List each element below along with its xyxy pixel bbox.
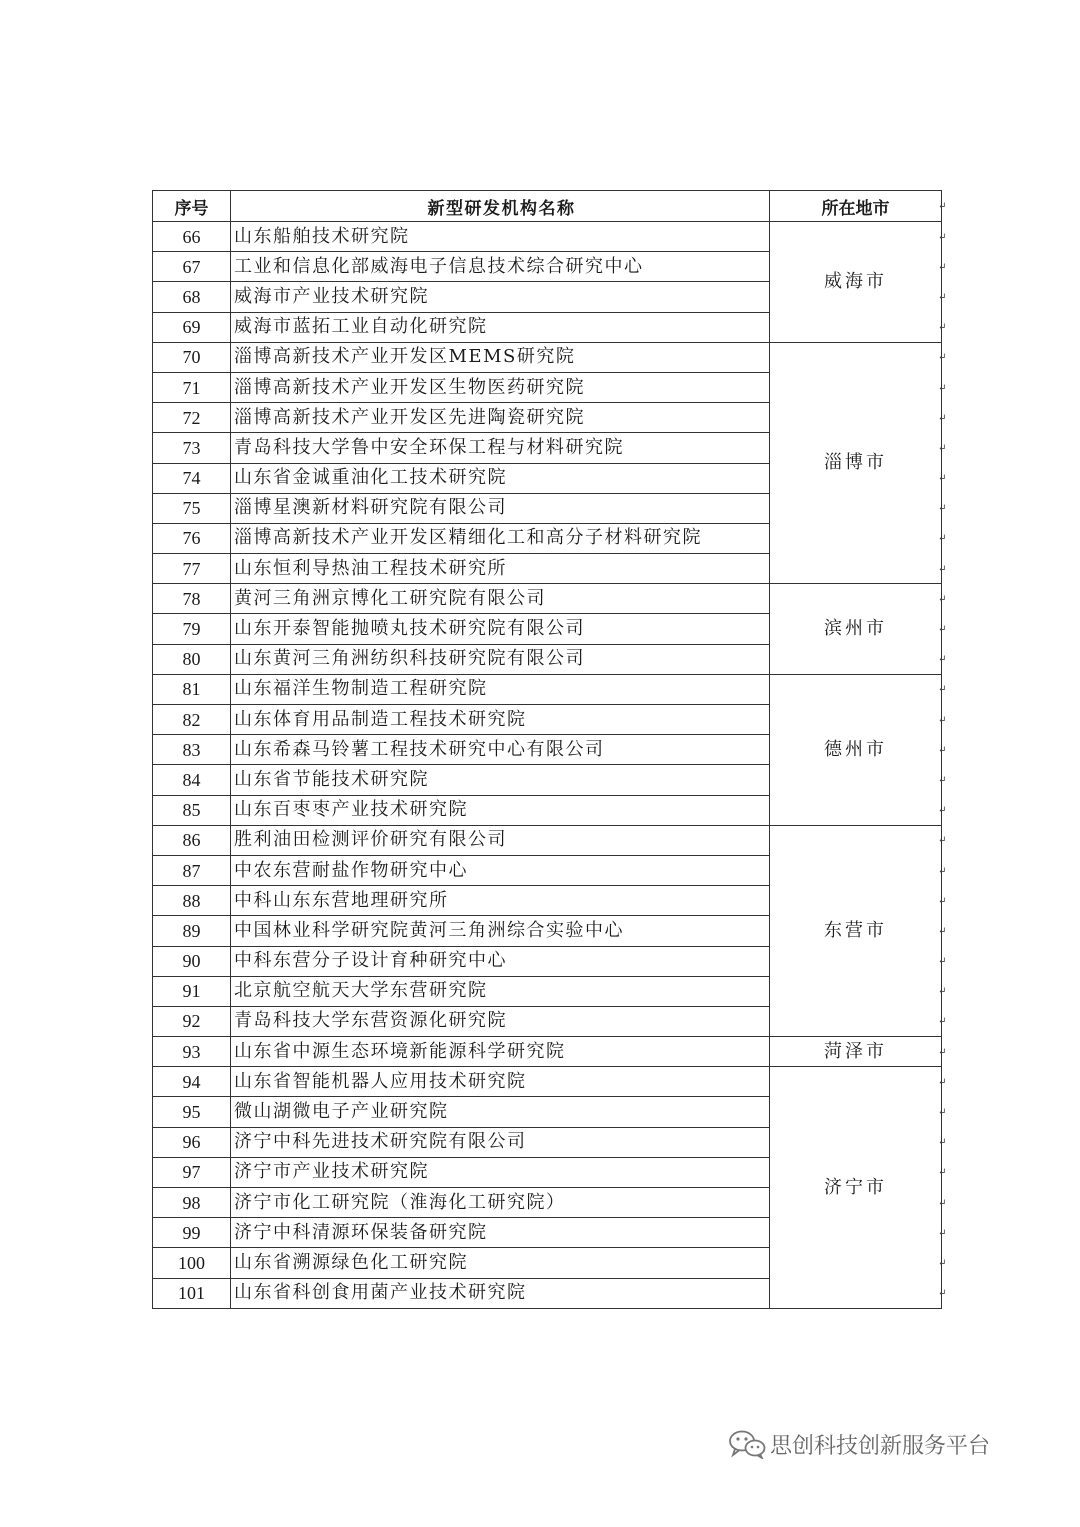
watermark-text: 思创科技创新服务平台 xyxy=(770,1433,991,1459)
row-name: 山东体育用品制造工程技术研究院 xyxy=(231,705,770,735)
row-name: 山东恒利导热油工程技术研究所 xyxy=(231,554,770,584)
paragraph-mark: ↵ xyxy=(938,1016,947,1028)
row-name: 济宁市化工研究院（淮海化工研究院） xyxy=(231,1188,770,1218)
row-name: 山东开泰智能抛喷丸技术研究院有限公司 xyxy=(231,614,770,644)
paragraph-mark: ↵ xyxy=(938,1257,947,1269)
paragraph-mark: ↵ xyxy=(938,1227,947,1239)
row-seq: 85 xyxy=(153,795,231,825)
row-name: 山东福洋生物制造工程研究院 xyxy=(231,674,770,704)
row-seq: 83 xyxy=(153,735,231,765)
row-seq: 81 xyxy=(153,674,231,704)
paragraph-mark: ↵ xyxy=(938,322,947,334)
row-name: 山东省科创食用菌产业技术研究院 xyxy=(231,1278,770,1308)
row-name: 山东黄河三角洲纺织科技研究院有限公司 xyxy=(231,644,770,674)
table-row xyxy=(153,342,942,372)
paragraph-mark: ↵ xyxy=(938,1197,947,1209)
row-seq: 67 xyxy=(153,252,231,282)
row-name: 中农东营耐盐作物研究中心 xyxy=(231,855,770,885)
row-name: 山东省智能机器人应用技术研究院 xyxy=(231,1067,770,1097)
paragraph-mark: ↵ xyxy=(938,895,947,907)
row-seq: 91 xyxy=(153,976,231,1006)
row-seq: 82 xyxy=(153,705,231,735)
paragraph-mark: ↵ xyxy=(938,1288,947,1300)
row-name: 山东省中源生态环境新能源科学研究院 xyxy=(231,1037,770,1067)
wechat-icon xyxy=(728,1429,766,1459)
row-seq: 68 xyxy=(153,282,231,312)
row-seq: 98 xyxy=(153,1188,231,1218)
table-row xyxy=(153,825,942,855)
row-seq: 80 xyxy=(153,644,231,674)
row-seq: 97 xyxy=(153,1157,231,1187)
row-name: 北京航空航天大学东营研究院 xyxy=(231,976,770,1006)
paragraph-mark: ↵ xyxy=(938,201,947,212)
group-city: 济宁市 xyxy=(770,1067,942,1309)
group-city: 淄博市 xyxy=(770,342,942,584)
row-seq: 76 xyxy=(153,523,231,553)
row-name: 中国林业科学研究院黄河三角洲综合实验中心 xyxy=(231,916,770,946)
row-name: 济宁中科先进技术研究院有限公司 xyxy=(231,1127,770,1157)
paragraph-mark: ↵ xyxy=(938,654,947,666)
row-seq: 87 xyxy=(153,855,231,885)
paragraph-mark: ↵ xyxy=(938,473,947,485)
row-name: 胜利油田检测评价研究有限公司 xyxy=(231,825,770,855)
row-name: 济宁市产业技术研究院 xyxy=(231,1157,770,1187)
group-city: 滨州市 xyxy=(770,584,942,675)
row-seq: 71 xyxy=(153,372,231,402)
row-seq: 73 xyxy=(153,433,231,463)
group-city: 德州市 xyxy=(770,674,942,825)
table-row xyxy=(153,1067,942,1097)
paragraph-mark: ↵ xyxy=(938,412,947,424)
row-seq: 93 xyxy=(153,1037,231,1067)
row-name: 淄博高新技术产业开发区MEMS研究院 xyxy=(231,342,770,372)
paragraph-mark: ↵ xyxy=(938,714,947,726)
paragraph-mark: ↵ xyxy=(938,774,947,786)
row-name: 微山湖微电子产业研究院 xyxy=(231,1097,770,1127)
row-seq: 100 xyxy=(153,1248,231,1278)
group-city: 东营市 xyxy=(770,825,942,1036)
row-name: 黄河三角洲京博化工研究院有限公司 xyxy=(231,584,770,614)
table-row xyxy=(153,584,942,614)
row-seq: 86 xyxy=(153,825,231,855)
paragraph-mark: ↵ xyxy=(938,956,947,968)
paragraph-mark: ↵ xyxy=(938,624,947,636)
table-row xyxy=(153,222,942,252)
paragraph-mark: ↵ xyxy=(938,805,947,817)
row-seq: 99 xyxy=(153,1218,231,1248)
row-name: 山东省溯源绿色化工研究院 xyxy=(231,1248,770,1278)
row-seq: 96 xyxy=(153,1127,231,1157)
paragraph-mark: ↵ xyxy=(938,835,947,847)
paragraph-mark: ↵ xyxy=(938,1137,947,1149)
row-seq: 72 xyxy=(153,403,231,433)
paragraph-mark: ↵ xyxy=(938,261,947,273)
row-name: 山东百枣枣产业技术研究院 xyxy=(231,795,770,825)
row-seq: 94 xyxy=(153,1067,231,1097)
row-name: 山东船舶技术研究院 xyxy=(231,222,770,252)
table-body xyxy=(153,222,942,1309)
row-name: 淄博高新技术产业开发区先进陶瓷研究院 xyxy=(231,403,770,433)
paragraph-mark: ↵ xyxy=(938,593,947,605)
watermark xyxy=(728,1424,990,1464)
row-name: 威海市蓝拓工业自动化研究院 xyxy=(231,312,770,342)
row-name: 中科山东东营地理研究所 xyxy=(231,886,770,916)
row-name: 淄博高新技术产业开发区生物医药研究院 xyxy=(231,372,770,402)
paragraph-mark: ↵ xyxy=(938,865,947,877)
paragraph-mark: ↵ xyxy=(938,382,947,394)
header-name: 新型研发机构名称 xyxy=(231,191,770,222)
row-name: 山东省节能技术研究院 xyxy=(231,765,770,795)
row-name: 工业和信息化部威海电子信息技术综合研究中心 xyxy=(231,252,770,282)
header-seq: 序号 xyxy=(153,191,231,222)
row-seq: 70 xyxy=(153,342,231,372)
paragraph-mark: ↵ xyxy=(938,1167,947,1179)
row-seq: 88 xyxy=(153,886,231,916)
paragraph-mark: ↵ xyxy=(938,231,947,243)
row-seq: 95 xyxy=(153,1097,231,1127)
header-city: 所在地市 xyxy=(770,191,942,222)
row-seq: 92 xyxy=(153,1006,231,1036)
paragraph-mark: ↵ xyxy=(938,533,947,545)
paragraph-mark: ↵ xyxy=(938,563,947,575)
row-seq: 78 xyxy=(153,584,231,614)
row-name: 淄博高新技术产业开发区精细化工和高分子材料研究院 xyxy=(231,523,770,553)
paragraph-mark: ↵ xyxy=(938,1076,947,1088)
paragraph-mark: ↵ xyxy=(938,503,947,515)
row-seq: 69 xyxy=(153,312,231,342)
group-city: 威海市 xyxy=(770,222,942,343)
row-seq: 84 xyxy=(153,765,231,795)
row-seq: 90 xyxy=(153,946,231,976)
paragraph-mark: ↵ xyxy=(938,744,947,756)
paragraph-mark: ↵ xyxy=(938,1107,947,1119)
row-name: 青岛科技大学东营资源化研究院 xyxy=(231,1006,770,1036)
paragraph-mark: ↵ xyxy=(938,684,947,696)
row-seq: 77 xyxy=(153,554,231,584)
row-seq: 101 xyxy=(153,1278,231,1308)
paragraph-mark: ↵ xyxy=(938,1046,947,1058)
row-seq: 89 xyxy=(153,916,231,946)
row-seq: 66 xyxy=(153,222,231,252)
row-name: 青岛科技大学鲁中安全环保工程与材料研究院 xyxy=(231,433,770,463)
row-seq: 75 xyxy=(153,493,231,523)
institutions-table xyxy=(152,190,942,1309)
row-name: 威海市产业技术研究院 xyxy=(231,282,770,312)
paragraph-mark: ↵ xyxy=(938,442,947,454)
table-row xyxy=(153,1037,942,1067)
paragraph-mark: ↵ xyxy=(938,925,947,937)
row-name: 济宁中科清源环保装备研究院 xyxy=(231,1218,770,1248)
row-name: 淄博星澳新材料研究院有限公司 xyxy=(231,493,770,523)
group-city: 菏泽市 xyxy=(770,1037,942,1067)
row-seq: 79 xyxy=(153,614,231,644)
row-name: 中科东营分子设计育种研究中心 xyxy=(231,946,770,976)
paragraph-mark: ↵ xyxy=(938,291,947,303)
row-seq: 74 xyxy=(153,463,231,493)
row-name: 山东希森马铃薯工程技术研究中心有限公司 xyxy=(231,735,770,765)
table-row xyxy=(153,674,942,704)
table-header-row xyxy=(153,191,942,222)
row-name: 山东省金诚重油化工技术研究院 xyxy=(231,463,770,493)
paragraph-mark: ↵ xyxy=(938,352,947,364)
paragraph-mark: ↵ xyxy=(938,986,947,998)
